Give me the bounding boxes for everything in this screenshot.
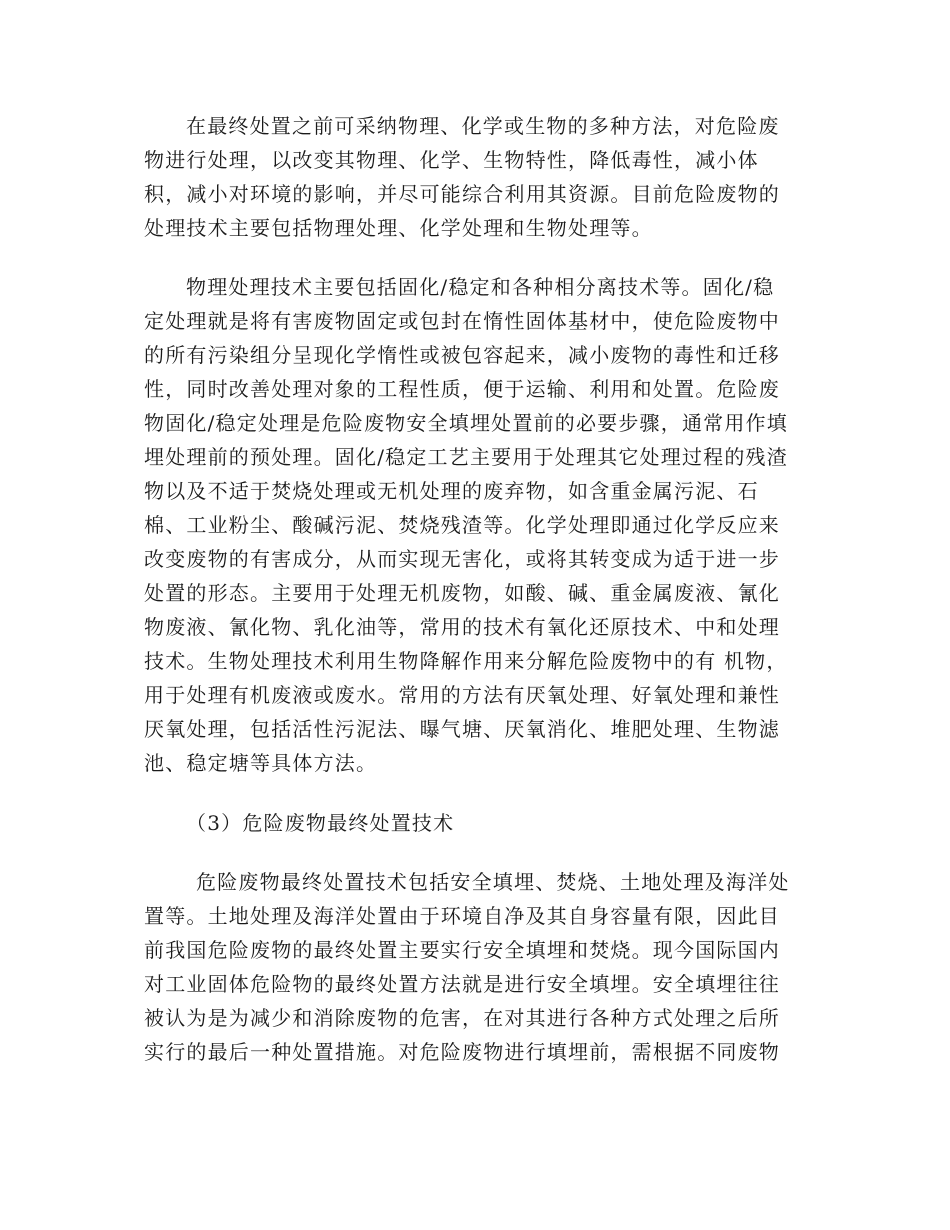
text-line: 用于处理有机废液或废水。常用的方法有厌氧处理、好氧处理和兼性 [144, 683, 780, 707]
text-line: 改变废物的有害成分，从而实现无害化，或将其转变成为适于进一步 [144, 547, 780, 571]
text-line: 前我国危险废物的最终处置主要实行安全填埋和焚烧。现今国际国内 [144, 938, 780, 962]
text-line: 积，减小对环境的影响，并尽可能综合利用其资源。目前危险废物的 [144, 182, 780, 206]
text-line: 物以及不适于焚烧处理或无机处理的废弃物，如含重金属污泥、石 [144, 479, 759, 503]
text-line: 置等。土地处理及海洋处置由于环境自净及其自身容量有限，因此目 [144, 904, 780, 928]
text-line: 池、稳定塘等具体方法。 [144, 751, 378, 775]
text-line: 厌氧处理，包括活性污泥法、曝气塘、厌氧消化、堆肥处理、生物滤 [144, 717, 780, 741]
text-line: 物进行处理，以改变其物理、化学、生物特性，降低毒性，减小体 [144, 148, 759, 172]
text-line: 性，同时改善处理对象的工程性质，便于运输、利用和处置。危险废 [144, 377, 780, 401]
text-line: 技术。生物处理技术利用生物降解作用来分解危险废物中的有 机物， [144, 649, 788, 673]
text-line: 实行的最后一种处置措施。对危险废物进行填埋前，需根据不同废物 [144, 1040, 780, 1064]
section-heading: （3）危险废物最终处置技术 [186, 811, 455, 835]
text-line: 埋处理前的预处理。固化/稳定工艺主要用于处理其它处理过程的残渣 [144, 445, 788, 469]
text-line: 处理技术主要包括物理处理、化学处理和生物处理等。 [144, 216, 653, 240]
text-line: 危险废物最终处置技术包括安全填埋、焚烧、土地处理及海洋处 [196, 870, 790, 894]
text-line: 被认为是为减少和消除废物的危害，在对其进行各种方式处理之后所 [144, 1006, 780, 1030]
text-line: 物固化/稳定处理是危险废物安全填埋处置前的必要步骤，通常用作填 [144, 411, 788, 435]
text-line: 棉、工业粉尘、酸碱污泥、焚烧残渣等。化学处理即通过化学反应来 [144, 513, 780, 537]
text-line: 在最终处置之前可采纳物理、化学或生物的多种方法，对危险废 [186, 114, 780, 138]
text-line: 定处理就是将有害废物固定或包封在惰性固体基材中，使危险废物中 [144, 309, 780, 333]
text-line: 对工业固体危险物的最终处置方法就是进行安全填埋。安全填埋往往 [144, 972, 780, 996]
text-line: 物废液、氰化物、乳化油等，常用的技术有氧化还原技术、中和处理 [144, 615, 780, 639]
text-line: 处置的形态。主要用于处理无机废物，如酸、碱、重金属废液、氰化 [144, 581, 780, 605]
text-line: 物理处理技术主要包括固化/稳定和各种相分离技术等。固化/稳 [186, 275, 775, 299]
text-line: 的所有污染组分呈现化学惰性或被包容起来，减小废物的毒性和迁移 [144, 343, 780, 367]
